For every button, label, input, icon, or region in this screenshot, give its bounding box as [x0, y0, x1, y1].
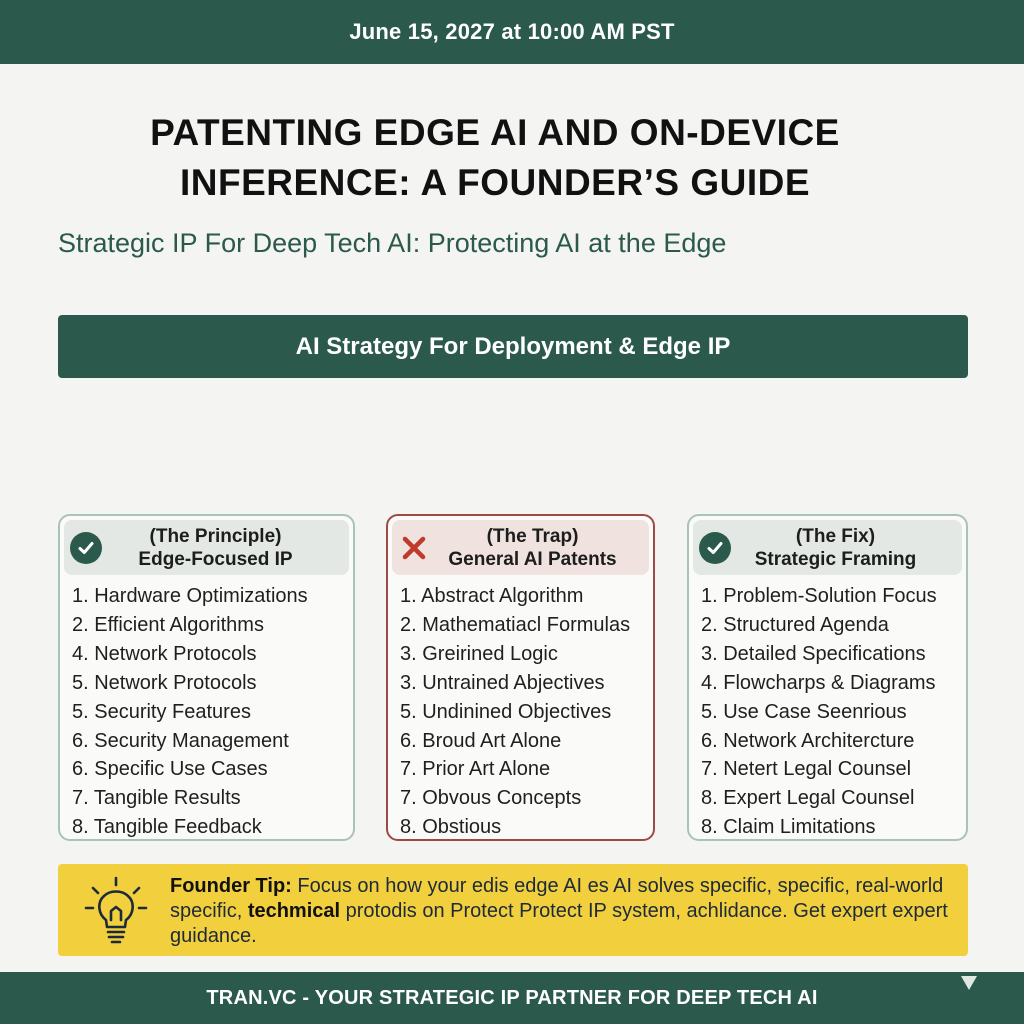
list-item: 6. Specific Use Cases [72, 758, 268, 781]
founder-tip-box [58, 864, 968, 956]
list-item: 6. Network Architercture [701, 729, 915, 752]
founder-tip-label: Founder Tip: [170, 875, 292, 897]
fix-list [693, 582, 962, 842]
list-item: 2. Mathematiacl Formulas [400, 613, 631, 636]
principle-card-heading: Edge-Focused IP [138, 548, 293, 570]
list-item: 4. Network Protocols [72, 642, 257, 665]
footer-bar [0, 972, 1024, 1024]
trap-card [386, 514, 655, 841]
founder-tip-body-1: Focus on how your edis edge AI es AI solves specific, specific, real-world specific, [170, 875, 944, 922]
page-title-line-2: INFERENCE: A FOUNDER’S GUIDE [179, 162, 810, 203]
check-circle-icon [699, 532, 731, 564]
list-item: 8. Claim Limitations [701, 816, 876, 839]
page-subtitle: Strategic IP For Deep Tech AI: Protecting AI at the Edge [58, 228, 727, 258]
page-title [90, 108, 900, 208]
trap-card-header [392, 520, 649, 575]
strategy-banner-label: AI Strategy For Deployment & Edge IP [295, 332, 731, 360]
event-date: June 15, 2027 at 10:00 AM PST [349, 19, 675, 44]
fix-card-title [731, 525, 962, 571]
list-item: 8. Tangible Feedback [72, 816, 262, 839]
principle-card-header [64, 520, 349, 575]
strategy-banner [58, 315, 968, 378]
check-circle-icon [70, 532, 102, 564]
list-item: 2. Structured Agenda [701, 613, 889, 636]
founder-tip-emphasis: techmical [247, 900, 341, 922]
list-item: 3. Untrained Abjectives [400, 671, 605, 694]
list-item: 7. Prior Art Alone [400, 758, 551, 781]
principle-card-title [102, 525, 349, 571]
list-item: 1. Problem-Solution Focus [701, 585, 937, 607]
list-item: 4. Flowcharps & Diagrams [701, 671, 936, 694]
trap-card-title [430, 525, 649, 571]
fix-card-header [693, 520, 962, 575]
list-item: 1. Hardware Optimizations [72, 585, 308, 607]
list-item: 5. Security Features [72, 700, 251, 723]
lightbulb-icon [84, 876, 148, 946]
corner-triangle-icon [960, 974, 978, 992]
list-item: 3. Detailed Specifications [701, 642, 926, 665]
list-item: 5. Use Case Seenrious [701, 700, 907, 723]
list-item: 2. Efficient Algorithms [72, 613, 264, 636]
trap-list [392, 582, 649, 842]
list-item: 7. Obvous Concepts [400, 787, 582, 810]
list-item: 6. Security Management [72, 729, 289, 752]
x-mark-icon [398, 532, 430, 564]
principle-list [64, 582, 349, 842]
page-title-line-1: PATENTING EDGE AI AND ON-DEVICE [150, 112, 840, 153]
list-item: 5. Undinined Objectives [400, 700, 612, 723]
list-item: 7. Netert Legal Counsel [701, 758, 912, 781]
fix-card-label: (The Fix) [795, 525, 876, 547]
list-item: 7. Tangible Results [72, 787, 241, 810]
list-item: 8. Obstious [400, 816, 502, 839]
trap-card-heading: General AI Patents [448, 548, 617, 570]
fix-card [687, 514, 968, 841]
founder-tip-text [170, 874, 950, 949]
list-item: 3. Greirined Logic [400, 642, 558, 665]
list-item: 5. Network Protocols [72, 671, 257, 694]
list-item: 8. Expert Legal Counsel [701, 787, 915, 810]
top-date-bar [0, 0, 1024, 64]
list-item: 6. Broud Art Alone [400, 729, 562, 752]
principle-card [58, 514, 355, 841]
founder-tip-body-2: protodis on Protect Protect IP system, achlidance. Get expert expert guidance. [170, 900, 948, 947]
list-item: 1. Abstract Algorithm [400, 585, 584, 607]
fix-card-heading: Strategic Framing [754, 548, 917, 570]
trap-card-label: (The Trap) [486, 525, 579, 547]
footer-text: TRAN.VC - YOUR STRATEGIC IP PARTNER FOR DEEP TECH AI [206, 986, 818, 1009]
principle-card-label: (The Principle) [149, 525, 282, 547]
